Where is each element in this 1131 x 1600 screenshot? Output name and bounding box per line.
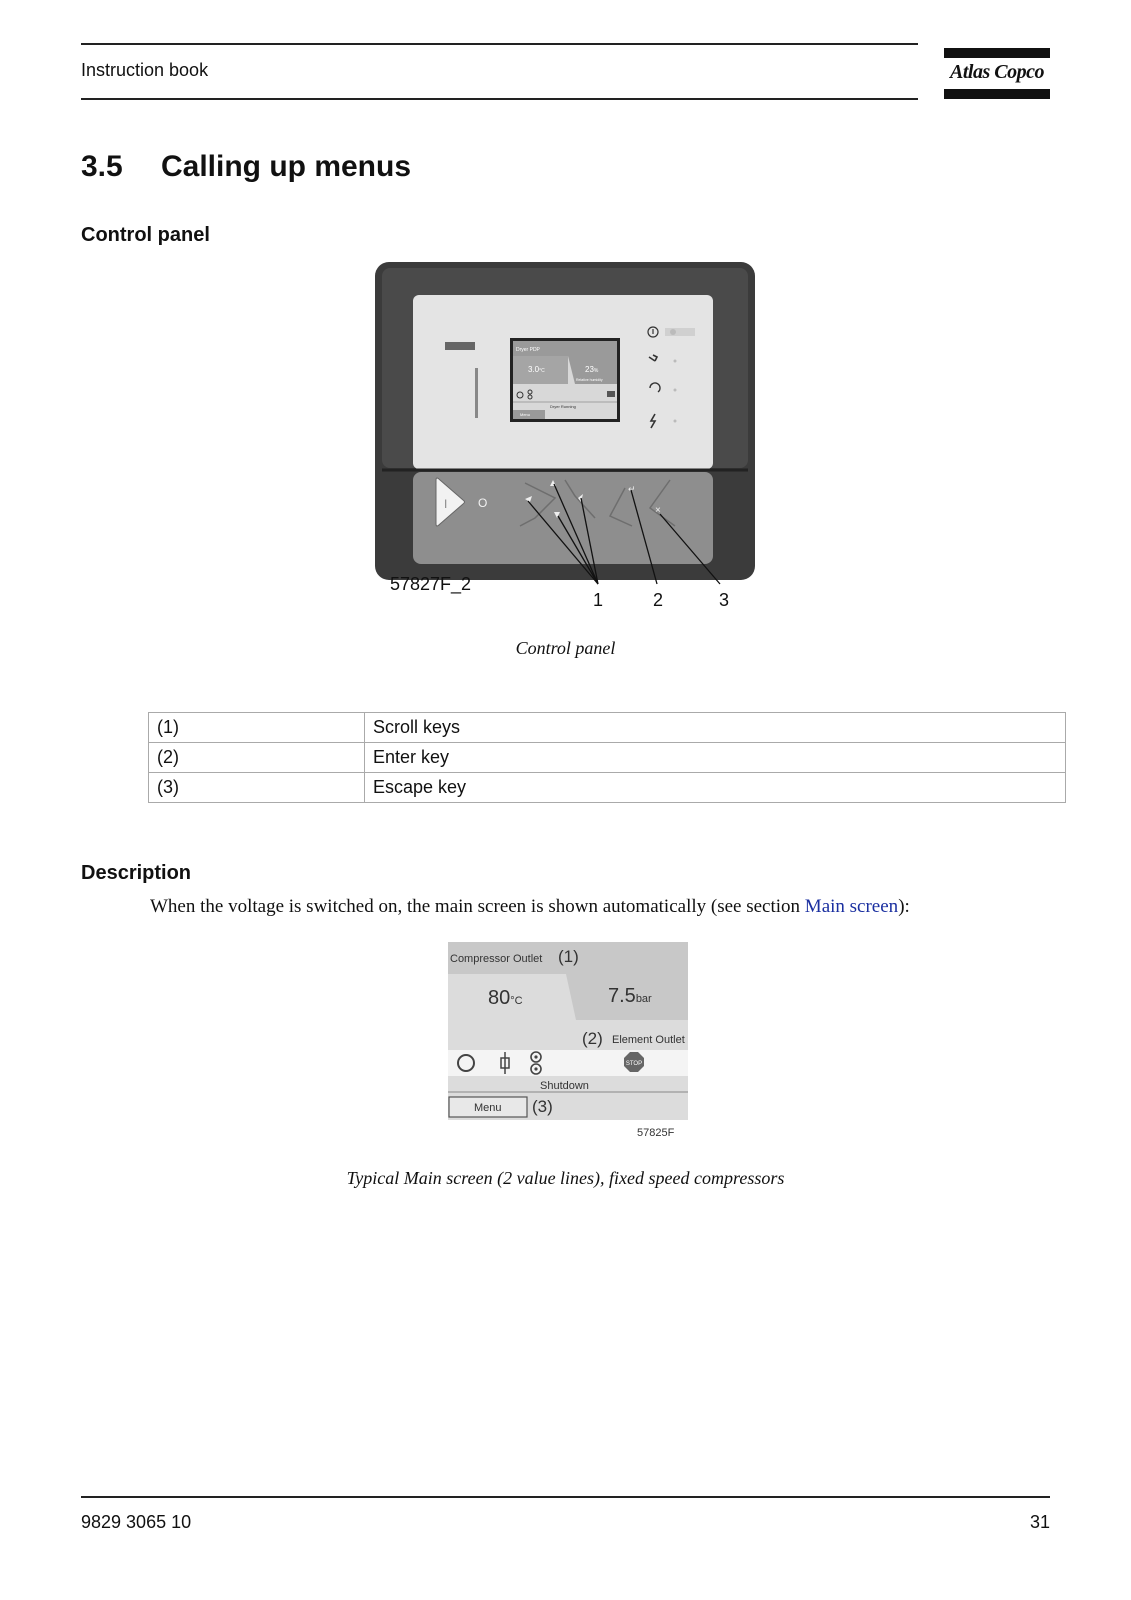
section-title: Calling up menus — [161, 150, 412, 183]
atlas-copco-logo — [944, 48, 1050, 100]
stop-icon-label: STOP — [625, 1061, 643, 1067]
line2-label: Element Outlet — [612, 1034, 685, 1046]
main-status: Shutdown — [540, 1080, 589, 1092]
header-top-rule — [81, 43, 918, 45]
description-text — [150, 896, 910, 918]
key-legend-table — [148, 712, 1066, 803]
header-title: Instruction book — [81, 60, 209, 80]
description-text-before: When the voltage is switched on, the main screen is shown automatically (see section — [150, 896, 805, 917]
control-panel-figure-id: 57827F_2 — [390, 574, 472, 594]
lcd-value2: 23 — [585, 365, 594, 374]
main-value2: 7.5 — [608, 985, 636, 1007]
lcd-title: Dryer PDP — [516, 347, 540, 353]
lcd-menu: Menu — [520, 412, 531, 417]
lcd-status: Dryer Running — [550, 404, 576, 409]
description-heading: Description — [81, 862, 192, 884]
lcd-unit2: % — [593, 368, 599, 374]
control-panel-figure — [370, 258, 770, 618]
lcd-label: Relative humidity — [576, 378, 603, 382]
main-screen-link[interactable]: Main screen — [804, 896, 899, 917]
description-text-after: ): — [898, 896, 910, 917]
footer-page-number: 31 — [1029, 1512, 1050, 1532]
main-callout-1: (1) — [558, 947, 579, 966]
callout-1: 1 — [593, 590, 604, 610]
main-screen-figure-id: 57825F — [637, 1127, 675, 1139]
main-screen-figure — [446, 940, 696, 1140]
main-unit2: bar — [635, 993, 652, 1005]
footer-rule — [81, 1496, 1050, 1498]
main-callout-2: (2) — [582, 1029, 603, 1048]
legend-ref: (2) — [149, 743, 365, 773]
control-panel-heading: Control panel — [81, 224, 210, 246]
control-panel-caption: Control panel — [515, 638, 616, 658]
callout-3: 3 — [719, 590, 730, 610]
stop-button[interactable]: O — [478, 496, 488, 510]
table-row — [149, 773, 1066, 803]
legend-name: Enter key — [365, 743, 1066, 773]
main-screen-caption: Typical Main screen (2 value lines), fixed speed compressors — [346, 1168, 785, 1188]
lcd-value1: 3.0 — [528, 365, 540, 374]
main-callout-3: (3) — [532, 1097, 553, 1116]
start-symbol: I — [444, 497, 448, 511]
enter-key[interactable]: ↵ — [628, 484, 636, 494]
line1-label: Compressor Outlet — [450, 953, 543, 965]
main-unit1: °C — [510, 995, 523, 1007]
legend-ref: (3) — [149, 773, 365, 803]
logo-text: Atlas Copco — [950, 61, 1044, 83]
legend-name: Escape key — [365, 773, 1066, 803]
menu-label: Menu — [474, 1102, 502, 1114]
section-number: 3.5 — [81, 150, 123, 183]
section-heading — [81, 150, 411, 184]
footer-doc-number: 9829 3065 10 — [81, 1512, 192, 1532]
table-row — [149, 743, 1066, 773]
escape-key[interactable]: × — [655, 505, 661, 516]
callout-2: 2 — [653, 590, 664, 610]
table-row — [149, 713, 1066, 743]
legend-name: Scroll keys — [365, 713, 1066, 743]
main-value1: 80 — [488, 987, 511, 1009]
header-bottom-rule — [81, 98, 918, 100]
lcd-unit1: °C — [539, 368, 545, 374]
legend-ref: (1) — [149, 713, 365, 743]
